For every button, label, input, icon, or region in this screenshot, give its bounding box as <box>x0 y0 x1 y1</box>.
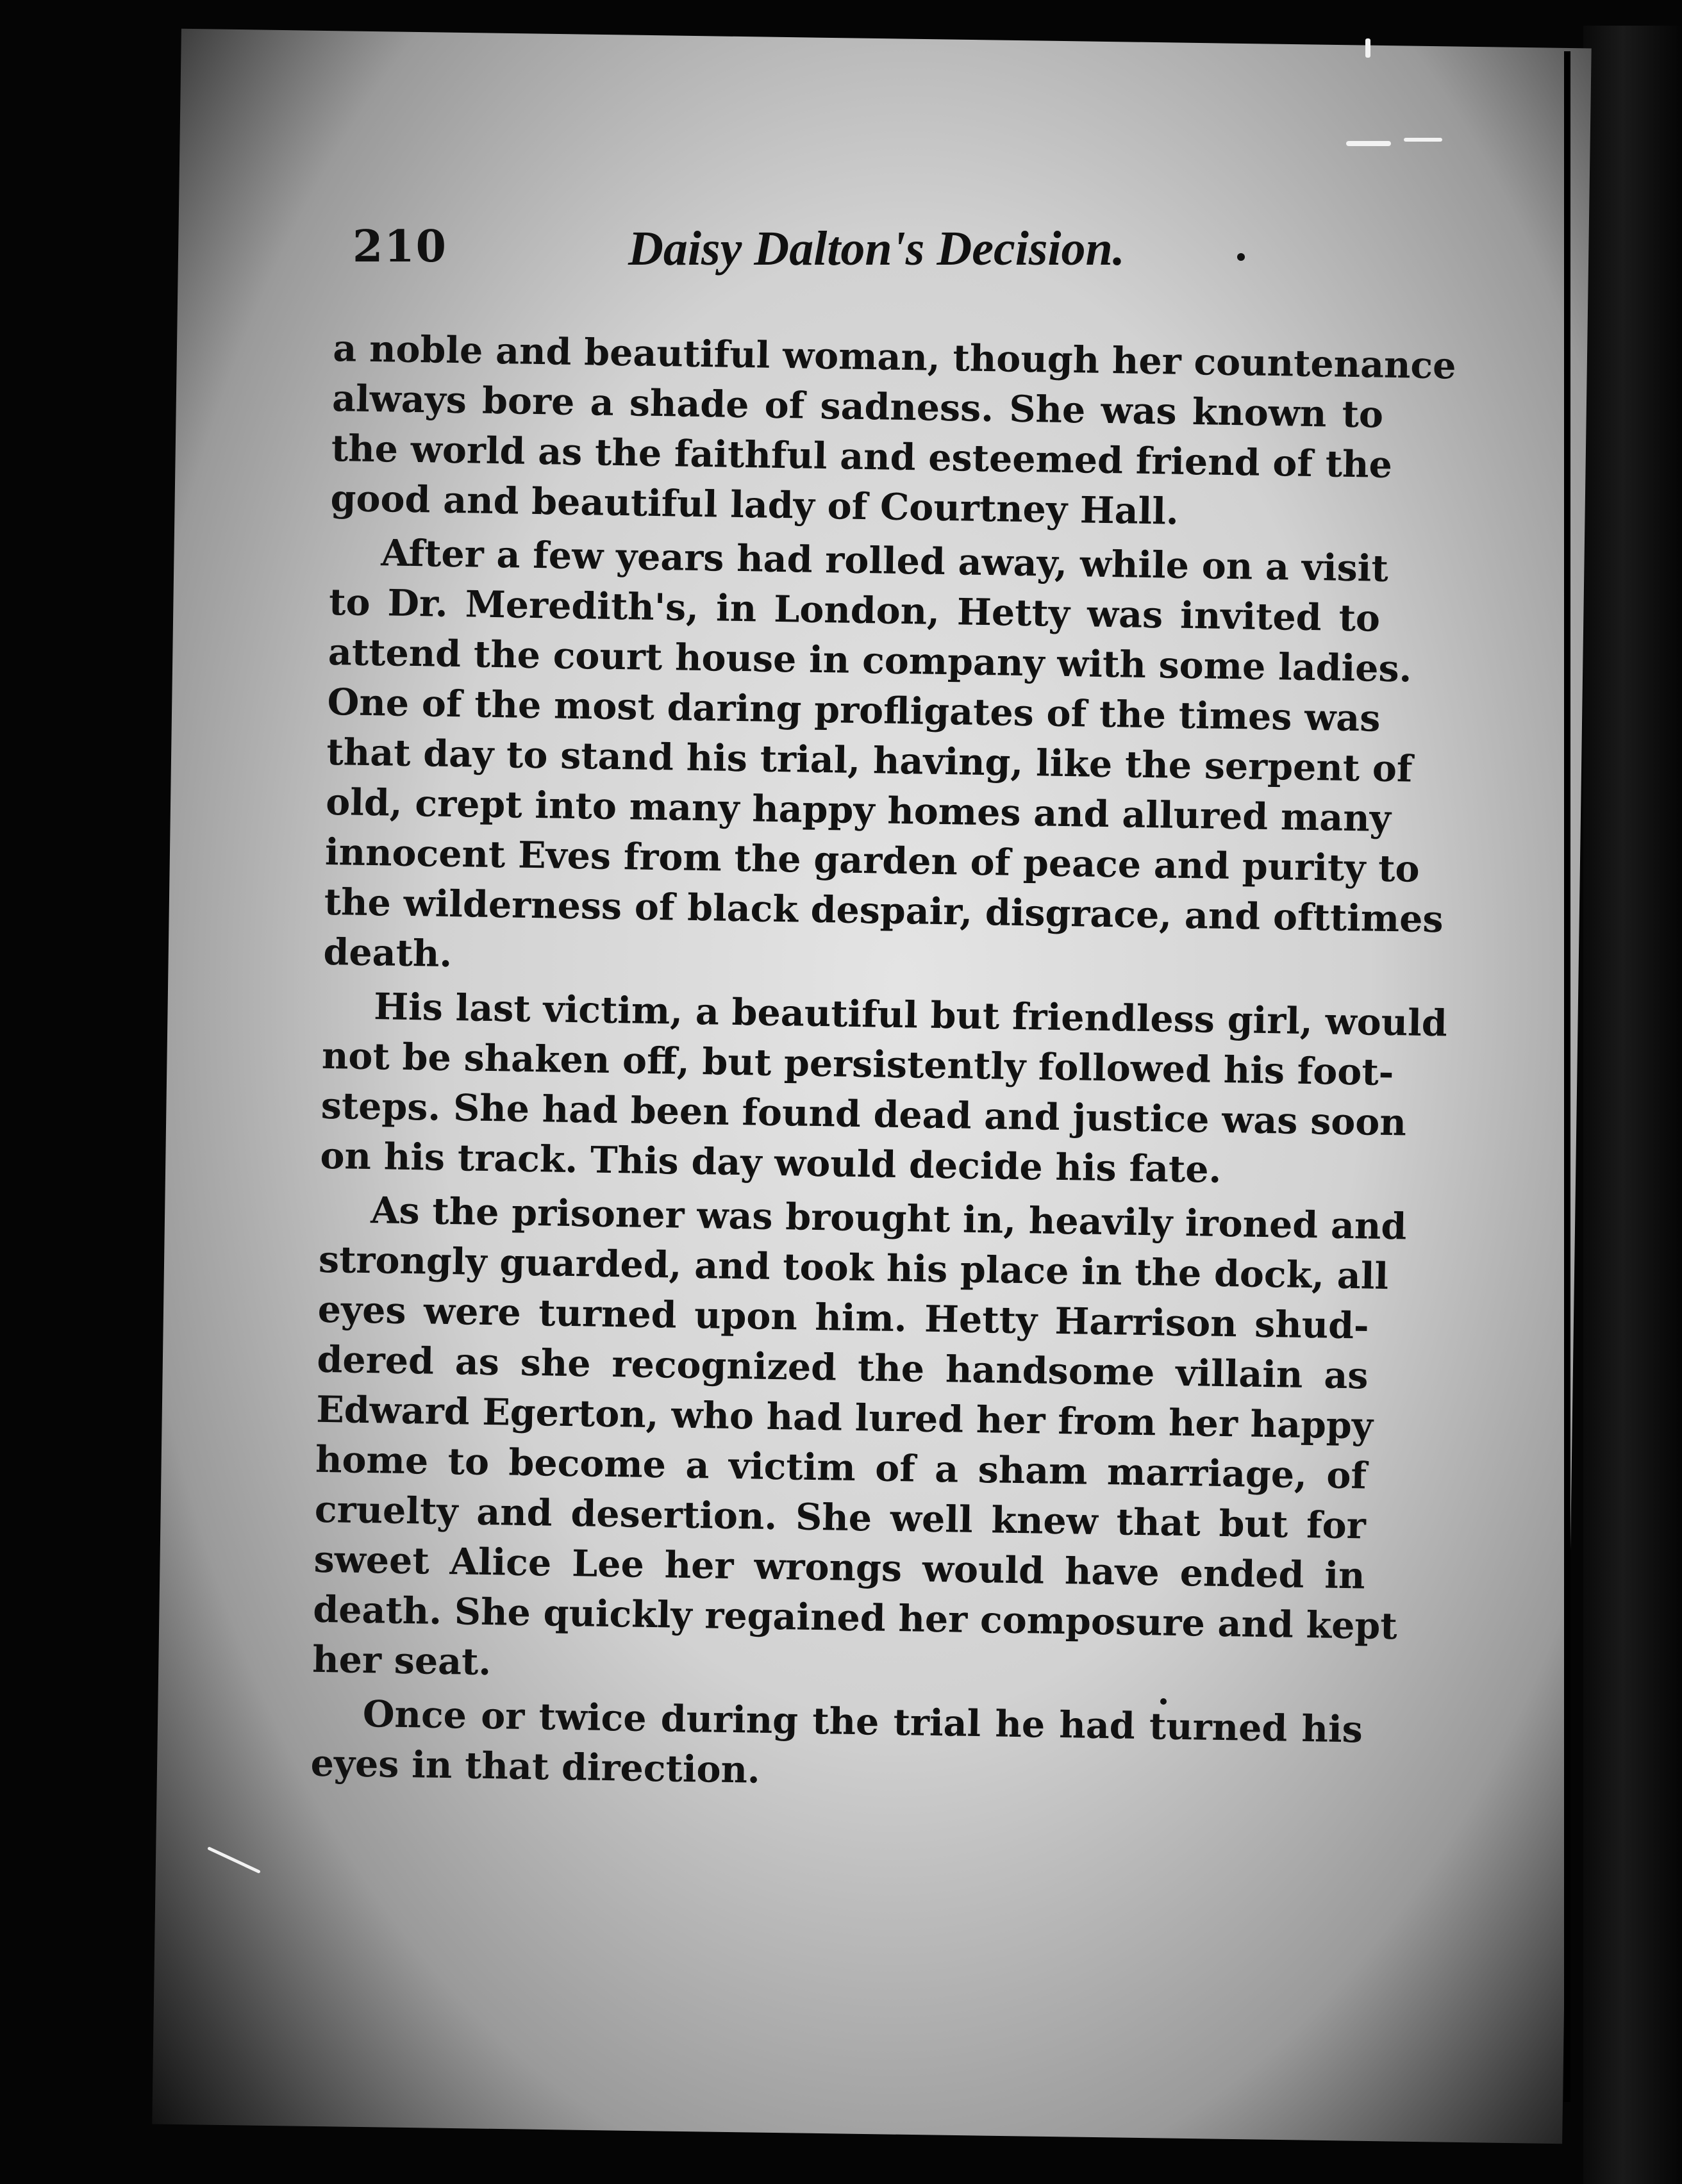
text-line: on his track. This day would decide his fate. <box>320 1134 1222 1191</box>
body-text <box>310 324 1456 1805</box>
dust-speck <box>1404 138 1442 142</box>
text-line: the wilderness of black despair, disgrace, and ofttimes <box>324 880 1444 941</box>
running-title: Daisy Dalton's Decision. <box>628 222 1125 276</box>
text-line: sweet Alice Lee her wrongs would have ended in <box>313 1537 1366 1598</box>
dust-speck <box>1365 38 1370 58</box>
text-line: strongly guarded, and took his place in the dock, all <box>318 1237 1389 1298</box>
facing-page-edge <box>1583 26 1682 2184</box>
text-line: not be shaken off, but persistently followed his foot- <box>321 1034 1394 1095</box>
text-line: good and beautiful lady of Courtney Hall. <box>330 476 1179 533</box>
text-line: home to become a victim of a sham marriage, of <box>315 1437 1367 1498</box>
page-number: 210 <box>353 221 447 272</box>
text-line: After a few years had rolled away, while on a visit <box>380 531 1389 590</box>
text-line: attend the court house in company with some ladies. <box>328 630 1412 691</box>
text-line: His last victim, a beautiful but friendless girl, would <box>373 985 1448 1045</box>
running-head <box>353 221 1378 304</box>
text-line: death. <box>323 930 453 976</box>
text-line: cruelty and desertion. She well knew that but for <box>314 1487 1367 1548</box>
text-line: to Dr. Meredith's, in London, Hetty was invited to <box>328 580 1381 640</box>
page-gutter <box>1564 51 1570 2102</box>
text-line: eyes were turned upon him. Hetty Harrison shud- <box>317 1287 1370 1348</box>
text-line: dered as she recognized the handsome villain as <box>317 1337 1369 1398</box>
dust-speck <box>1346 141 1391 146</box>
text-line: her seat. <box>312 1637 492 1684</box>
text-line: Once or twice during the trial he had turned his <box>362 1692 1363 1751</box>
text-line: Edward Egerton, who had lured her from her happy <box>315 1387 1374 1448</box>
text-line: One of the most daring profligates of the times was <box>327 680 1381 740</box>
text-line: old, crept into many happy homes and allured many <box>325 780 1392 841</box>
text-line: eyes in that direction. <box>310 1741 761 1792</box>
text-line: that day to stand his trial, having, like the serpent of <box>326 730 1413 791</box>
text-line: steps. She had been found dead and justice was soon <box>321 1084 1407 1145</box>
text-line: always bore a shade of sadness. She was known to <box>331 376 1384 436</box>
text-line: death. She quickly regained her composure and kept <box>312 1587 1398 1648</box>
text-line: a noble and beautiful woman, though her countenance <box>332 326 1456 388</box>
text-line: the world as the faithful and esteemed friend of the <box>331 426 1393 486</box>
text-line: innocent Eves from the garden of peace and purity to <box>324 830 1420 891</box>
text-line: As the prisoner was brought in, heavily ironed and <box>370 1189 1407 1248</box>
